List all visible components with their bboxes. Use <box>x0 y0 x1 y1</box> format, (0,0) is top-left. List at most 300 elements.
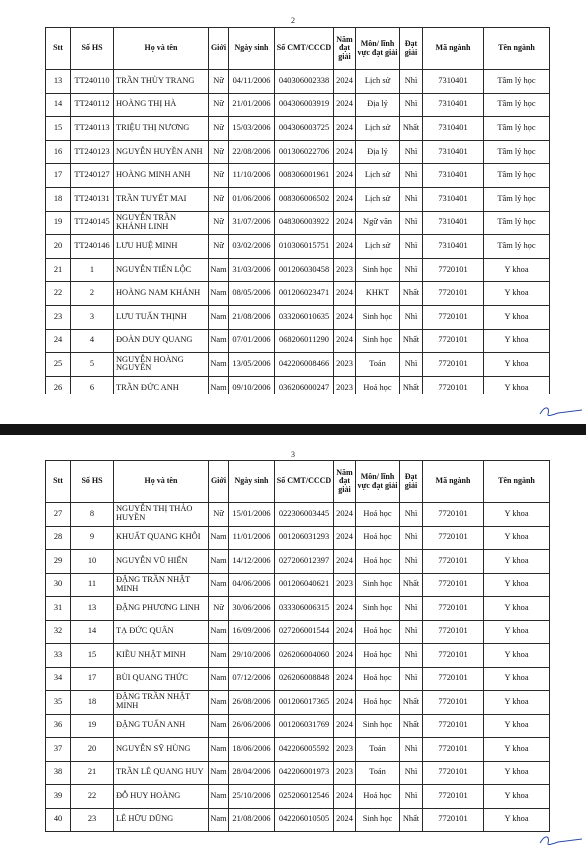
cell-mon: Lịch sử <box>356 164 400 188</box>
cell-ma-nganh: 7720101 <box>423 620 484 644</box>
cell-cmt: 033306006315 <box>275 597 334 621</box>
cell-ten-nganh: Y khoa <box>484 597 550 621</box>
cell-cmt: 008306006502 <box>275 187 334 211</box>
cell-mon: Sinh học <box>356 714 400 738</box>
header-dat-giai: Đạt giải <box>400 461 423 503</box>
header-so-hs: Số HS <box>71 461 114 503</box>
cell-gioi: Nam <box>209 282 229 306</box>
header-mon: Môn/ lĩnh vực đạt giải <box>356 461 400 503</box>
cell-dat-giai: Nhì <box>400 187 423 211</box>
cell-mon: Hoá học <box>356 667 400 691</box>
cell-nam-dat-giai: 2023 <box>334 376 356 400</box>
cell-mon: Lịch sử <box>356 117 400 141</box>
cell-so-hs: 21 <box>71 761 114 785</box>
cell-nam-dat-giai: 2023 <box>334 761 356 785</box>
cell-gioi: Nam <box>209 526 229 550</box>
cell-nam-dat-giai: 2024 <box>334 282 356 306</box>
table-body <box>46 503 550 832</box>
table-row <box>46 644 550 668</box>
header-ho-ten: Họ và tên <box>114 461 209 503</box>
cell-cmt: 033206010635 <box>275 305 334 329</box>
cell-dat-giai: Nhì <box>400 140 423 164</box>
cell-stt: 36 <box>46 714 71 738</box>
cell-ho-ten: ĐOÀN DUY QUANG <box>114 329 209 353</box>
header-mon: Môn/ lĩnh vực đạt giải <box>356 28 400 70</box>
cell-dat-giai: Nhì <box>400 550 423 574</box>
cell-ngay-sinh: 25/10/2006 <box>229 785 275 809</box>
cell-ho-ten: LƯU TUẤN THỊNH <box>114 305 209 329</box>
cell-stt: 24 <box>46 329 71 353</box>
cell-ngay-sinh: 07/01/2006 <box>229 329 275 353</box>
cell-so-hs: 10 <box>71 550 114 574</box>
cell-nam-dat-giai: 2023 <box>334 738 356 762</box>
cell-ho-ten: TRẦN ĐỨC ANH <box>114 376 209 400</box>
cell-ho-ten: TRIỆU THỊ NƯƠNG <box>114 117 209 141</box>
cell-so-hs: TT240131 <box>71 187 114 211</box>
document-page-3 <box>0 438 586 851</box>
cell-ten-nganh: Y khoa <box>484 353 550 377</box>
cell-ma-nganh: 7310401 <box>423 70 484 94</box>
cell-stt: 29 <box>46 550 71 574</box>
cell-gioi: Nam <box>209 620 229 644</box>
cell-stt: 38 <box>46 761 71 785</box>
header-ma-nganh: Mã ngành <box>423 28 484 70</box>
cell-ma-nganh: 7720101 <box>423 376 484 400</box>
cell-gioi: Nữ <box>209 93 229 117</box>
header-ngay-sinh: Ngày sinh <box>229 28 275 70</box>
header-ma-nganh: Mã ngành <box>423 461 484 503</box>
table-row <box>46 714 550 738</box>
cell-nam-dat-giai: 2024 <box>334 93 356 117</box>
table-row <box>46 282 550 306</box>
table-header-row <box>46 28 550 70</box>
table-row <box>46 738 550 762</box>
cell-ngay-sinh: 14/12/2006 <box>229 550 275 574</box>
cell-cmt: 001206040621 <box>275 573 334 597</box>
cell-gioi: Nam <box>209 691 229 715</box>
cell-ngay-sinh: 11/01/2006 <box>229 526 275 550</box>
cell-ma-nganh: 7720101 <box>423 573 484 597</box>
cell-dat-giai: Nhì <box>400 738 423 762</box>
cell-mon: Lịch sử <box>356 235 400 259</box>
cell-ho-ten: LÊ HỮU DŨNG <box>114 808 209 832</box>
cell-ho-ten: NGUYỄN SỸ HÙNG <box>114 738 209 762</box>
cell-ngay-sinh: 08/05/2006 <box>229 282 275 306</box>
table-row <box>46 329 550 353</box>
cell-mon: Sinh học <box>356 597 400 621</box>
cell-stt: 20 <box>46 235 71 259</box>
cell-nam-dat-giai: 2024 <box>334 550 356 574</box>
student-table <box>45 460 550 832</box>
cell-dat-giai: Nhì <box>400 305 423 329</box>
cell-cmt: 004306003725 <box>275 117 334 141</box>
cell-stt: 40 <box>46 808 71 832</box>
cell-mon: Hoá học <box>356 785 400 809</box>
cell-mon: Hoá học <box>356 503 400 527</box>
cell-ngay-sinh: 21/08/2006 <box>229 808 275 832</box>
cell-so-hs: 2 <box>71 282 114 306</box>
cell-stt: 32 <box>46 620 71 644</box>
header-so-hs: Số HS <box>71 28 114 70</box>
table-header-row <box>46 461 550 503</box>
cell-cmt: 068206011290 <box>275 329 334 353</box>
cell-nam-dat-giai: 2024 <box>334 329 356 353</box>
cell-ten-nganh: Tâm lý học <box>484 187 550 211</box>
student-table <box>45 27 550 400</box>
cell-ten-nganh: Y khoa <box>484 282 550 306</box>
cell-cmt: 004306003919 <box>275 93 334 117</box>
cell-gioi: Nam <box>209 761 229 785</box>
cell-mon: Sinh học <box>356 808 400 832</box>
table-row <box>46 597 550 621</box>
cell-so-hs: 11 <box>71 573 114 597</box>
cell-dat-giai: Nhì <box>400 353 423 377</box>
cell-stt: 30 <box>46 573 71 597</box>
cell-dat-giai: Nhất <box>400 329 423 353</box>
cell-ma-nganh: 7720101 <box>423 597 484 621</box>
cell-ten-nganh: Y khoa <box>484 329 550 353</box>
cell-gioi: Nam <box>209 258 229 282</box>
table-row <box>46 620 550 644</box>
cell-ma-nganh: 7720101 <box>423 258 484 282</box>
cell-stt: 33 <box>46 644 71 668</box>
cell-ma-nganh: 7720101 <box>423 526 484 550</box>
header-ngay-sinh: Ngày sinh <box>229 461 275 503</box>
cell-stt: 17 <box>46 164 71 188</box>
cell-dat-giai: Nhất <box>400 282 423 306</box>
cell-ma-nganh: 7720101 <box>423 761 484 785</box>
cell-ten-nganh: Y khoa <box>484 526 550 550</box>
cell-stt: 26 <box>46 376 71 400</box>
cell-cmt: 040306002338 <box>275 70 334 94</box>
cell-ho-ten: KHUẤT QUANG KHÔI <box>114 526 209 550</box>
cell-ho-ten: NGUYỄN TRẦN KHÁNH LINH <box>114 211 209 235</box>
cell-cmt: 008306001961 <box>275 164 334 188</box>
cell-ho-ten: ĐẶNG TUẤN ANH <box>114 714 209 738</box>
table-row <box>46 187 550 211</box>
cell-ten-nganh: Tâm lý học <box>484 70 550 94</box>
cell-ngay-sinh: 18/06/2006 <box>229 738 275 762</box>
header-cmt: Số CMT/CCCD <box>275 28 334 70</box>
cell-so-hs: 14 <box>71 620 114 644</box>
cell-ngay-sinh: 04/06/2006 <box>229 573 275 597</box>
cell-mon: Hoá học <box>356 376 400 400</box>
cell-cmt: 048306003922 <box>275 211 334 235</box>
cell-ngay-sinh: 31/07/2006 <box>229 211 275 235</box>
page-separator <box>0 394 586 438</box>
cell-stt: 15 <box>46 117 71 141</box>
cell-gioi: Nữ <box>209 211 229 235</box>
cell-ho-ten: ĐỖ HUY HOÀNG <box>114 785 209 809</box>
cell-cmt: 025206012546 <box>275 785 334 809</box>
cell-ho-ten: NGUYỄN VŨ HIỂN <box>114 550 209 574</box>
cell-stt: 31 <box>46 597 71 621</box>
cell-ten-nganh: Y khoa <box>484 691 550 715</box>
cell-gioi: Nam <box>209 376 229 400</box>
cell-nam-dat-giai: 2023 <box>334 258 356 282</box>
table-body <box>46 70 550 400</box>
cell-ho-ten: ĐẶNG TRẦN NHẬT MINH <box>114 573 209 597</box>
cell-stt: 16 <box>46 140 71 164</box>
cell-nam-dat-giai: 2024 <box>334 70 356 94</box>
cell-ngay-sinh: 22/08/2006 <box>229 140 275 164</box>
cell-dat-giai: Nhất <box>400 117 423 141</box>
cell-gioi: Nam <box>209 714 229 738</box>
cell-stt: 19 <box>46 211 71 235</box>
header-gioi: Giới <box>209 461 229 503</box>
cell-so-hs: TT240146 <box>71 235 114 259</box>
cell-cmt: 036206000247 <box>275 376 334 400</box>
cell-so-hs: 19 <box>71 714 114 738</box>
table-row <box>46 503 550 527</box>
cell-so-hs: 17 <box>71 667 114 691</box>
cell-ten-nganh: Y khoa <box>484 644 550 668</box>
cell-cmt: 001206030458 <box>275 258 334 282</box>
cell-gioi: Nữ <box>209 117 229 141</box>
table-row <box>46 573 550 597</box>
cell-cmt: 010306015751 <box>275 235 334 259</box>
header-nam-dat-giai: Năm đạt giải <box>334 28 356 70</box>
cell-ten-nganh: Y khoa <box>484 785 550 809</box>
cell-ho-ten: HOÀNG NAM KHÁNH <box>114 282 209 306</box>
header-ho-ten: Họ và tên <box>114 28 209 70</box>
cell-ma-nganh: 7720101 <box>423 691 484 715</box>
cell-stt: 23 <box>46 305 71 329</box>
cell-mon: Hoá học <box>356 620 400 644</box>
cell-so-hs: TT240145 <box>71 211 114 235</box>
cell-mon: Hoá học <box>356 691 400 715</box>
cell-ngay-sinh: 15/03/2006 <box>229 117 275 141</box>
cell-ho-ten: BÙI QUANG THỨC <box>114 667 209 691</box>
cell-ten-nganh: Y khoa <box>484 258 550 282</box>
cell-dat-giai: Nhì <box>400 526 423 550</box>
header-stt: Stt <box>46 461 71 503</box>
header-ten-nganh: Tên ngành <box>484 28 550 70</box>
cell-mon: KHKT <box>356 282 400 306</box>
cell-ho-ten: TRẦN THÙY TRANG <box>114 70 209 94</box>
cell-nam-dat-giai: 2024 <box>334 235 356 259</box>
cell-ten-nganh: Tâm lý học <box>484 140 550 164</box>
cell-mon: Sinh học <box>356 329 400 353</box>
cell-ma-nganh: 7720101 <box>423 808 484 832</box>
cell-mon: Toán <box>356 738 400 762</box>
cell-ma-nganh: 7310401 <box>423 164 484 188</box>
cell-dat-giai: Nhì <box>400 164 423 188</box>
cell-ngay-sinh: 21/08/2006 <box>229 305 275 329</box>
separator-bar <box>0 424 586 435</box>
header-nam-dat-giai: Năm đạt giải <box>334 461 356 503</box>
cell-so-hs: 15 <box>71 644 114 668</box>
cell-gioi: Nam <box>209 550 229 574</box>
cell-gioi: Nam <box>209 329 229 353</box>
cell-nam-dat-giai: 2024 <box>334 597 356 621</box>
cell-stt: 39 <box>46 785 71 809</box>
cell-nam-dat-giai: 2024 <box>334 117 356 141</box>
cell-nam-dat-giai: 2024 <box>334 305 356 329</box>
table-row <box>46 235 550 259</box>
cell-stt: 14 <box>46 93 71 117</box>
cell-ho-ten: HOÀNG MINH ANH <box>114 164 209 188</box>
cell-nam-dat-giai: 2024 <box>334 667 356 691</box>
cell-cmt: 001206023471 <box>275 282 334 306</box>
table-row <box>46 526 550 550</box>
cell-ho-ten: NGUYỄN TIẾN LỘC <box>114 258 209 282</box>
cell-ten-nganh: Tâm lý học <box>484 235 550 259</box>
cell-ten-nganh: Y khoa <box>484 738 550 762</box>
cell-so-hs: 8 <box>71 503 114 527</box>
page-number: 2 <box>291 16 295 25</box>
cell-mon: Địa lý <box>356 93 400 117</box>
cell-ma-nganh: 7720101 <box>423 738 484 762</box>
cell-ten-nganh: Tâm lý học <box>484 117 550 141</box>
cell-ma-nganh: 7310401 <box>423 235 484 259</box>
cell-stt: 21 <box>46 258 71 282</box>
cell-ten-nganh: Y khoa <box>484 573 550 597</box>
cell-so-hs: TT240113 <box>71 117 114 141</box>
cell-so-hs: 4 <box>71 329 114 353</box>
cell-nam-dat-giai: 2024 <box>334 691 356 715</box>
cell-ngay-sinh: 07/12/2006 <box>229 667 275 691</box>
cell-stt: 13 <box>46 70 71 94</box>
table-row <box>46 258 550 282</box>
cell-mon: Sinh học <box>356 258 400 282</box>
cell-gioi: Nữ <box>209 187 229 211</box>
cell-mon: Hoá học <box>356 526 400 550</box>
cell-dat-giai: Nhì <box>400 620 423 644</box>
cell-nam-dat-giai: 2024 <box>334 526 356 550</box>
table-row <box>46 70 550 94</box>
cell-ngay-sinh: 13/05/2006 <box>229 353 275 377</box>
cell-ten-nganh: Y khoa <box>484 620 550 644</box>
cell-ngay-sinh: 11/10/2006 <box>229 164 275 188</box>
cell-ngay-sinh: 26/08/2006 <box>229 691 275 715</box>
cell-dat-giai: Nhì <box>400 785 423 809</box>
cell-stt: 34 <box>46 667 71 691</box>
cell-ngay-sinh: 16/09/2006 <box>229 620 275 644</box>
cell-ma-nganh: 7310401 <box>423 140 484 164</box>
cell-gioi: Nữ <box>209 140 229 164</box>
cell-ma-nganh: 7720101 <box>423 644 484 668</box>
cell-gioi: Nam <box>209 305 229 329</box>
cell-ma-nganh: 7310401 <box>423 187 484 211</box>
cell-ngay-sinh: 28/04/2006 <box>229 761 275 785</box>
cell-ten-nganh: Y khoa <box>484 305 550 329</box>
cell-ma-nganh: 7720101 <box>423 785 484 809</box>
cell-so-hs: 18 <box>71 691 114 715</box>
cell-ho-ten: ĐẶNG PHƯƠNG LINH <box>114 597 209 621</box>
cell-ma-nganh: 7720101 <box>423 305 484 329</box>
cell-nam-dat-giai: 2024 <box>334 620 356 644</box>
table-row <box>46 140 550 164</box>
cell-dat-giai: Nhì <box>400 211 423 235</box>
table-row <box>46 117 550 141</box>
cell-gioi: Nam <box>209 573 229 597</box>
cell-ma-nganh: 7720101 <box>423 329 484 353</box>
cell-nam-dat-giai: 2024 <box>334 187 356 211</box>
cell-so-hs: 1 <box>71 258 114 282</box>
cell-nam-dat-giai: 2024 <box>334 140 356 164</box>
cell-ten-nganh: Y khoa <box>484 714 550 738</box>
cell-ngay-sinh: 03/02/2006 <box>229 235 275 259</box>
cell-cmt: 022306003445 <box>275 503 334 527</box>
document-page-2 <box>0 0 586 394</box>
cell-ho-ten: NGUYỄN HOÀNG NGUYÊN <box>114 353 209 377</box>
cell-so-hs: 23 <box>71 808 114 832</box>
cell-dat-giai: Nhất <box>400 376 423 400</box>
cell-ngay-sinh: 15/01/2006 <box>229 503 275 527</box>
cell-stt: 37 <box>46 738 71 762</box>
cell-gioi: Nữ <box>209 235 229 259</box>
cell-dat-giai: Nhì <box>400 667 423 691</box>
cell-ngay-sinh: 04/11/2006 <box>229 70 275 94</box>
cell-ngay-sinh: 30/06/2006 <box>229 597 275 621</box>
cell-cmt: 042206008466 <box>275 353 334 377</box>
table-row <box>46 691 550 715</box>
cell-cmt: 027206012397 <box>275 550 334 574</box>
cell-ho-ten: TẠ ĐỨC QUÂN <box>114 620 209 644</box>
cell-mon: Lịch sử <box>356 70 400 94</box>
cell-ten-nganh: Y khoa <box>484 761 550 785</box>
cell-cmt: 001206017365 <box>275 691 334 715</box>
cell-dat-giai: Nhì <box>400 93 423 117</box>
cell-ma-nganh: 7720101 <box>423 550 484 574</box>
cell-cmt: 042206005592 <box>275 738 334 762</box>
cell-ho-ten: TRẦN LÊ QUANG HUY <box>114 761 209 785</box>
cell-gioi: Nam <box>209 667 229 691</box>
cell-cmt: 001206031293 <box>275 526 334 550</box>
table-row <box>46 164 550 188</box>
cell-nam-dat-giai: 2024 <box>334 164 356 188</box>
cell-ngay-sinh: 09/10/2006 <box>229 376 275 400</box>
header-ten-nganh: Tên ngành <box>484 461 550 503</box>
cell-ten-nganh: Tâm lý học <box>484 164 550 188</box>
table-row <box>46 808 550 832</box>
cell-cmt: 001206031769 <box>275 714 334 738</box>
cell-stt: 22 <box>46 282 71 306</box>
cell-stt: 18 <box>46 187 71 211</box>
cell-dat-giai: Nhất <box>400 573 423 597</box>
signature-mark <box>536 829 584 851</box>
cell-stt: 27 <box>46 503 71 527</box>
cell-cmt: 026206008848 <box>275 667 334 691</box>
cell-ten-nganh: Y khoa <box>484 503 550 527</box>
cell-ngay-sinh: 01/06/2006 <box>229 187 275 211</box>
cell-ma-nganh: 7720101 <box>423 353 484 377</box>
cell-dat-giai: Nhì <box>400 761 423 785</box>
cell-nam-dat-giai: 2024 <box>334 785 356 809</box>
cell-gioi: Nữ <box>209 503 229 527</box>
cell-cmt: 042206001973 <box>275 761 334 785</box>
cell-stt: 25 <box>46 353 71 377</box>
cell-mon: Toán <box>356 353 400 377</box>
cell-nam-dat-giai: 2024 <box>334 503 356 527</box>
cell-ten-nganh: Tâm lý học <box>484 93 550 117</box>
cell-nam-dat-giai: 2024 <box>334 714 356 738</box>
cell-gioi: Nữ <box>209 597 229 621</box>
cell-nam-dat-giai: 2024 <box>334 644 356 668</box>
cell-so-hs: 13 <box>71 597 114 621</box>
table-row <box>46 667 550 691</box>
cell-dat-giai: Nhì <box>400 258 423 282</box>
cell-dat-giai: Nhì <box>400 235 423 259</box>
cell-dat-giai: Nhì <box>400 503 423 527</box>
cell-mon: Sinh học <box>356 305 400 329</box>
cell-dat-giai: Nhì <box>400 644 423 668</box>
cell-gioi: Nam <box>209 808 229 832</box>
cell-ten-nganh: Y khoa <box>484 808 550 832</box>
table-row <box>46 550 550 574</box>
cell-so-hs: 22 <box>71 785 114 809</box>
